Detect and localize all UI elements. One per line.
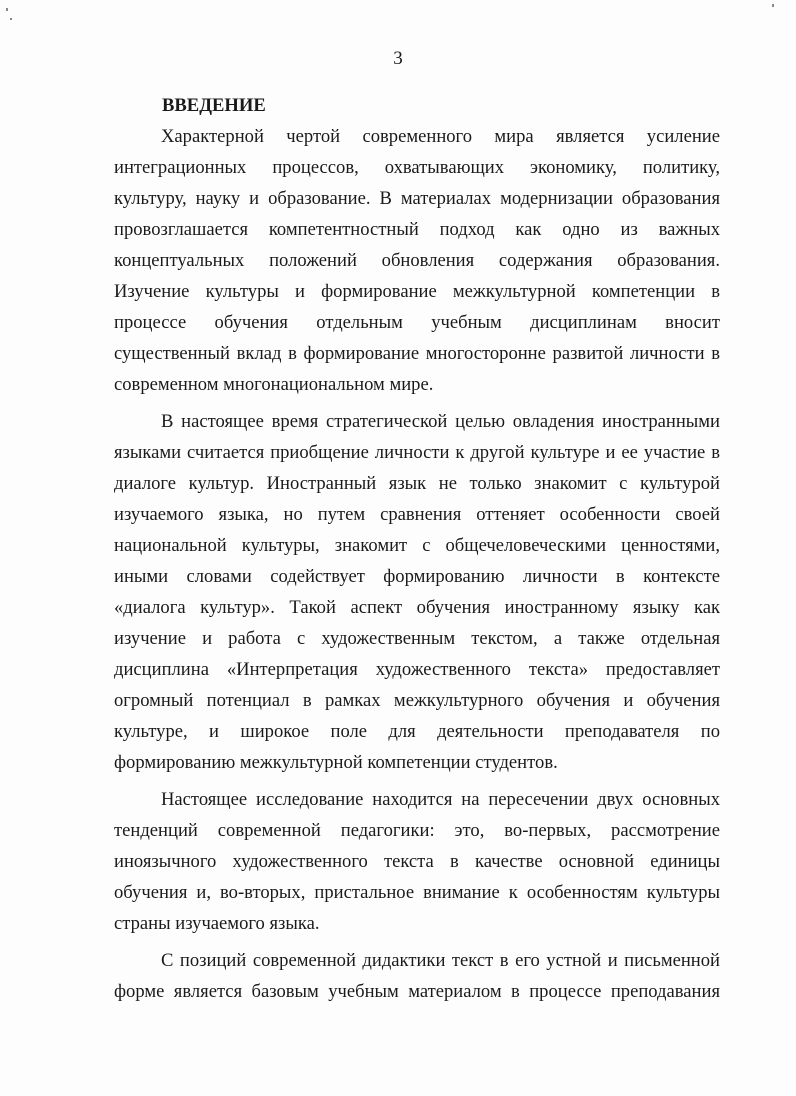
text-line: дисциплина «Интерпретация художественного текста» предоставляет: [114, 659, 720, 680]
paragraph-2: [114, 406, 720, 778]
scan-speck: [10, 18, 12, 20]
text-line: диалоге культур. Иностранный язык не только знакомит с культурой: [114, 473, 720, 494]
text-line: формированию межкультурной компетенции студентов.: [114, 752, 558, 773]
text-line: иноязычного художественного текста в качестве основной единицы: [114, 851, 720, 872]
text-line: С позиций современной дидактики текст в его устной и письменной: [161, 950, 720, 971]
section-heading: ВВЕДЕНИЕ: [162, 95, 266, 116]
text-line: существенный вклад в формирование многосторонне развитой личности в: [114, 343, 720, 364]
text-line: страны изучаемого языка.: [114, 913, 320, 934]
text-line: Настоящее исследование находится на пересечении двух основных: [161, 789, 720, 810]
scan-speck: [6, 8, 8, 11]
paragraph-1: [114, 121, 720, 400]
text-line: изучение и работа с художественным текстом, а также отдельная: [114, 628, 720, 649]
text-line: форме является базовым учебным материалом в процессе преподавания: [114, 981, 720, 1002]
text-line: Изучение культуры и формирование межкультурной компетенции в: [114, 281, 720, 302]
text-line: процессе обучения отдельным учебным дисциплинам вносит: [114, 312, 720, 333]
text-line: иными словами содействует формированию личности в контексте: [114, 566, 720, 587]
text-line: концептуальных положений обновления содержания образования.: [114, 250, 720, 271]
text-line: культуру, науку и образование. В материалах модернизации образования: [114, 188, 720, 209]
text-line: культуре, и широкое поле для деятельности преподавателя по: [114, 721, 720, 742]
body-text: [114, 90, 720, 1007]
text-line: Характерной чертой современного мира является усиление: [161, 126, 720, 147]
paragraph-4: [114, 945, 720, 1007]
text-line: огромный потенциал в рамках межкультурного обучения и обучения: [114, 690, 720, 711]
text-line: языками считается приобщение личности к другой культуре и ее участие в: [114, 442, 720, 463]
page-number: 3: [393, 48, 403, 69]
text-line: «диалога культур». Такой аспект обучения иностранному языку как: [114, 597, 720, 618]
text-line: современном многонациональном мире.: [114, 374, 434, 395]
scan-speck: [772, 4, 774, 7]
text-line: тенденций современной педагогики: это, во-первых, рассмотрение: [114, 820, 720, 841]
text-line: национальной культуры, знакомит с общечеловеческими ценностями,: [114, 535, 720, 556]
paragraph-3: [114, 784, 720, 939]
text-line: В настоящее время стратегической целью овладения иностранными: [161, 411, 720, 432]
text-line: провозглашается компетентностный подход как одно из важных: [114, 219, 720, 240]
text-line: изучаемого языка, но путем сравнения оттеняет особенности своей: [114, 504, 720, 525]
text-line: обучения и, во-вторых, пристальное внимание к особенностям культуры: [114, 882, 720, 903]
text-line: интеграционных процессов, охватывающих экономику, политику,: [114, 157, 720, 178]
